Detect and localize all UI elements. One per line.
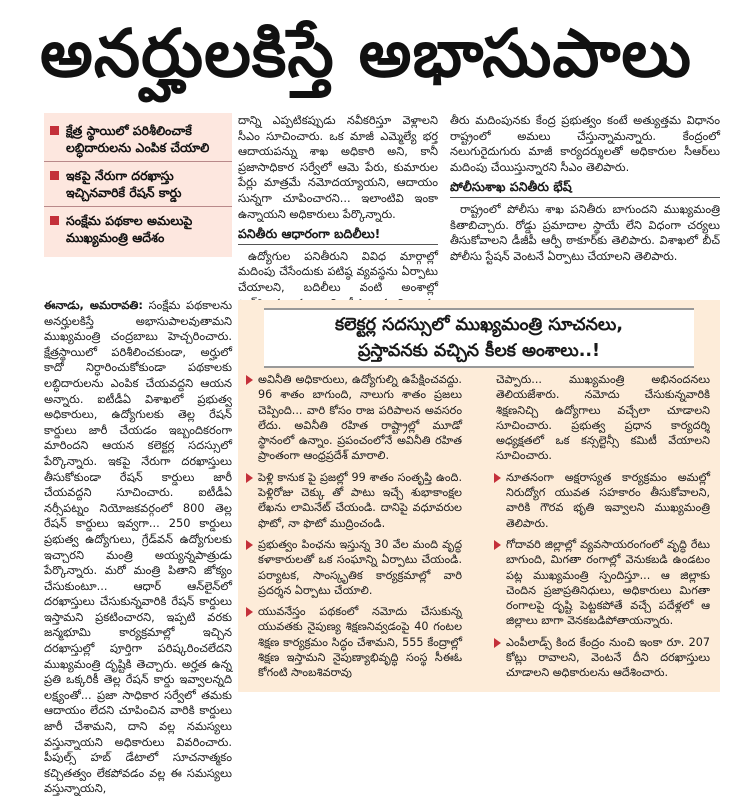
- square-bullet-icon: [50, 216, 59, 225]
- triangle-bullet-icon: [246, 473, 253, 483]
- key-point: [494, 635, 710, 681]
- highlight-item: [44, 162, 232, 207]
- key-point-text: నూతనంగా అక్షరాస్యత కార్యక్రమం అమల్లో నిరుద్యోగ యువత సహకారం తీసుకోవాలని, వారికి గౌరవ భృతి ఇవ్వాలని ముఖ్యమంత్రి తెలిపారు.: [506, 470, 710, 530]
- square-bullet-icon: [50, 171, 59, 180]
- key-point: [246, 470, 462, 531]
- paragraph: రాష్ట్రంలో పోలీసు శాఖ పనితీరు బాగుందని ముఖ్యమంత్రి కితాబిచ్చారు. రోడ్డు ప్రమాదాల స్థాయే లేని విధంగా చర్యలు తీసుకోవాలని డీజీపీ ఆర్పీ ఠాకూర్‌కు తెలిపారు. విశాఖలో బీచ్‌ పోలీసు స్టేషన్‌ వెంటనే ఏర్పాటు చేయాలని తెలిపారు.: [450, 201, 720, 263]
- highlight-text: సంక్షేమ పథకాల అమలుపై ముఖ్యమంత్రి ఆదేశం: [66, 213, 193, 245]
- headline: అనర్హులకిస్తే అభాసుపాలు: [39, 15, 692, 92]
- panel-column-right: [494, 372, 710, 687]
- triangle-bullet-icon: [246, 607, 253, 617]
- square-bullet-icon: [50, 126, 59, 135]
- paragraph: దాన్ని ఎప్పటికప్పుడు నవీకరిస్తూ వెళ్లాలని సీఎం సూచించారు. ఒక మాజీ ఎమ్మెల్యే భర్త ఆదాయపన్ను శాఖ అధికారి అని, కానీ ప్రజాసాధికార సర్వేలో ఆమె పేరు, కుమారుల పేర్లు మాత్రమే నమోదయ్యాయని, ఆదాయం సున్నగా చూపించారని... ఇలాంటివి ఇంకా ఉన్నాయని అధికారులు పేర్కొన్నారు.: [238, 113, 438, 221]
- triangle-bullet-icon: [494, 473, 501, 483]
- triangle-bullet-icon: [494, 540, 501, 550]
- key-point-text: పెళ్లి కానుక పై ప్రజల్లో 99 శాతం సంతృప్తి ఉంది. పెళ్లిరోజు చెక్కు తో పాటు ఇచ్చే శుభాకాంక్షల లేఖను లామినేట్‌ చేయండి. దానిపై వధూవరుల ఫొటో, నా ఫొటో ముద్రించండి.: [258, 470, 462, 530]
- dateline: ఈనాడు, అమరావతి:: [44, 298, 143, 312]
- panel-title-line: ప్రస్తావనకు వచ్చిన కీలక అంశాలు..!: [357, 341, 600, 361]
- paragraph: తీరు మదింపునకు కేంద్ర ప్రభుత్వం కంటే అత్యుత్తమ విధానం రాష్ట్రంలో అమలు చేస్తున్నామన్నారు. కేంద్రంలో నలుగురైదుగురు మాజీ కార్యదర్శులతో అధికారుల సీఆర్‌లు మదింపు చేయిస్తున్నారని సీఎం తెలిపారు.: [450, 113, 720, 174]
- paragraph: ఉద్యోగుల పనితీరుని వివిధ మార్గాల్లో మదింపు చేసేందుకు పటిష్ఠ వ్యవస్థను ఏర్పాటు చేయాలని, బదిలీలు వంటి అంశాల్లో: [238, 248, 438, 294]
- key-point-text: ఎంపీలాడ్స్‌ కింద కేంద్రం నుంచి ఇంకా రూ. 207 కోట్లు రావాలని, వెంటనే దీని దరఖాస్తులు చూడాలని అధికారులను ఆదేశించారు.: [506, 635, 710, 680]
- key-point: [494, 537, 710, 629]
- subheading-police: పోలీసుశాఖ పనితీరు భేష్‌: [450, 179, 720, 198]
- article-column-2: [238, 113, 438, 331]
- key-point-text: ప్రభుత్వం పింఛను ఇస్తున్న 30 వేల మంది వృద్ధ కళాకారులతో ఒక సంఘాన్ని ఏర్పాటు చేయండి. పర్యాటక, సాంస్కృతిక కార్యక్రమాల్లో వారి ప్రదర్శన ఏర్పాటు చేయాలి.: [258, 537, 462, 597]
- highlight-text: ఇకపై నేరుగా దరఖాస్తు ఇచ్చినవారికే రేషన్‌ కార్డు: [66, 168, 182, 200]
- highlight-item: [44, 207, 232, 251]
- triangle-bullet-icon: [494, 638, 501, 648]
- triangle-bullet-icon: [246, 375, 253, 385]
- highlight-item: [44, 117, 232, 162]
- key-point-text: యువనేస్తం పథకంలో నమోదు చేసుకున్న యువతకు నైపుణ్య శిక్షణనివ్వడంపై 40 గంటల శిక్షణ కార్యక్రమం సిద్ధం చేశామని, 555 కేంద్రాల్లో శిక్షణ ఇస్తామని నైపుణ్యాభివృద్ధి సంస్థ సీఈఓ కోగంటి సాంబశివరావు: [258, 605, 462, 680]
- key-point: [494, 470, 710, 531]
- key-point: [246, 372, 462, 464]
- article-column-1: [44, 298, 232, 801]
- key-point: [246, 604, 462, 680]
- key-points-panel: [238, 300, 720, 692]
- subheading-transfers: పనితీరు ఆధారంగా బదిలీలు!: [238, 226, 438, 245]
- highlights-box: [44, 113, 232, 257]
- lead-text: సంక్షేమ పథకాలను అనర్హులకిస్తే అభాసుపాలవుతామని ముఖ్యమంత్రి చంద్రబాబు హెచ్చరించారు. క్షేత్రస్థాయిలో పరిశీలించకుండా, అర్హులో కాదో నిర్ధారించుకోకుండా పథకాలకు లబ్ధిదారులను ఎంపిక చేయవద్దని ఆయన అన్నారు. ఐటీడీఏ విశాఖలో ప్రభుత్వ అధికారులు, ఉద్యోగులకు తెల్ల రేషన్‌ కార్డులు జారీ చేయడం ఇబ్బందికరంగా మారిందని ఆయన కలెక్టర్ల సదస్సులో పేర్కొన్నారు. ఇకపై నేరుగా దరఖాస్తులు తీసుకోకుండా రేషన్‌ కార్డులు జారీ చేయవద్దని సూచించారు. ఐటీడీఏ నర్సీపట్నం నియోజకవర్గంలో 800 తెల్ల రేషన్‌ కార్డులు ఇవ్వగా... 250 కార్డులు ప్రభుత్వ ఉద్యోగులు, గ్రేడ్‌వన్‌ ఉద్యోగులకు ఇచ్చారని మంత్రి అయ్యన్నపాత్రుడు పేర్కొన్నారు. మరో మంత్రి పితాని జోక్యం చేసుకుంటూ... ఆధార్‌ ఆన్‌లైన్‌లో దరఖాస్తులు చేసుకున్నవారికి రేషన్‌ కార్డులు ఇస్తామని ప్రకటించారని, ఇప్పటి వరకు జన్మభూమి కార్యక్రమాల్లో ఇచ్చిన దరఖాస్తుల్లో పూర్తిగా పరిష్కరించలేదని ముఖ్యమంత్రి దృష్టికి తెచ్చారు. అర్హత ఉన్న ప్రతి ఒక్కరికీ తెల్ల రేషన్‌ కార్డు ఇవ్వాలన్నది లక్ష్యంతో... ప్రజా సాధికార సర్వేలో తమకు ఆదాయం లేదని చూపించిన వారికి కార్డులు జారీ చేశామని, దాని వల్ల నమస్యలు వస్తున్నాయని అధికారులు వివరించారు. పీపుల్స్‌ హబ్‌ డేటాలో సూచనాత్మకం కచ్చితత్వం లేకపోవడం వల్ల ఈ సమస్యలు వస్తున్నాయని,: [44, 298, 233, 796]
- key-point-text: అవినీతి అధికారులు, ఉద్యోగుల్ని ఉపేక్షించవద్దు. 96 శాతం బాగుంది, నాలుగు శాతం ప్రజలు చెప్పింది... వారి కోసం రాజ పరిపాలన అవసరం లేదు. అవినీతి రహిత రాష్ట్రాల్లో మూడో స్థానంలో ఉన్నాం. ప్రపంచంలోనే అవినీతి రహిత ప్రాంతంగా ఆంధ్రప్రదేశ్‌ మారాలి.: [258, 373, 462, 463]
- article-lead: [44, 298, 232, 797]
- article-column-3: [450, 113, 720, 268]
- panel-column-left: [246, 372, 462, 687]
- highlight-text: క్షేత్ర స్థాయిలో పరిశీలించాకే లబ్ధిదారులను ఎంపిక చేయాలి: [66, 123, 210, 155]
- key-point-continuation: చెప్పారు... ముఖ్యమంత్రి అభినందనలు తెలియజేశారు. నమోదు చేసుకున్నవారికి శిక్షణనిచ్చి ఉద్యోగాలు వచ్చేలా చూడాలని సూచించారు. ప్రభుత్వ ప్రధాన కార్యదర్శి అధ్యక్షతలో ఒక కన్సల్టెన్సీ కమిటీ వేయాలని సూచించారు.: [496, 373, 710, 463]
- panel-title: [264, 308, 694, 368]
- key-point-text: గోదావరి జిల్లాల్లో వ్యవసాయరంగంలో వృద్ధి రేటు బాగుంది, మిగతా రంగాల్లో వెనుకబడి ఉండటం పట్ల ముఖ్యమంత్రి స్పందిస్తూ... ఆ జిల్లాకు చెందిన ప్రజాప్రతినిధులు, అధికారులు మిగతా రంగాలపై దృష్టి పెట్టకపోతే వచ్చే పదేళ్లలో ఆ జిల్లాలు బాగా వెనకబడిపోతాయన్నారు.: [506, 537, 710, 628]
- key-point: [246, 537, 462, 598]
- triangle-bullet-icon: [246, 540, 253, 550]
- panel-title-line: కలెక్టర్ల సదస్సులో ముఖ్యమంత్రి సూచనలు,: [334, 315, 623, 335]
